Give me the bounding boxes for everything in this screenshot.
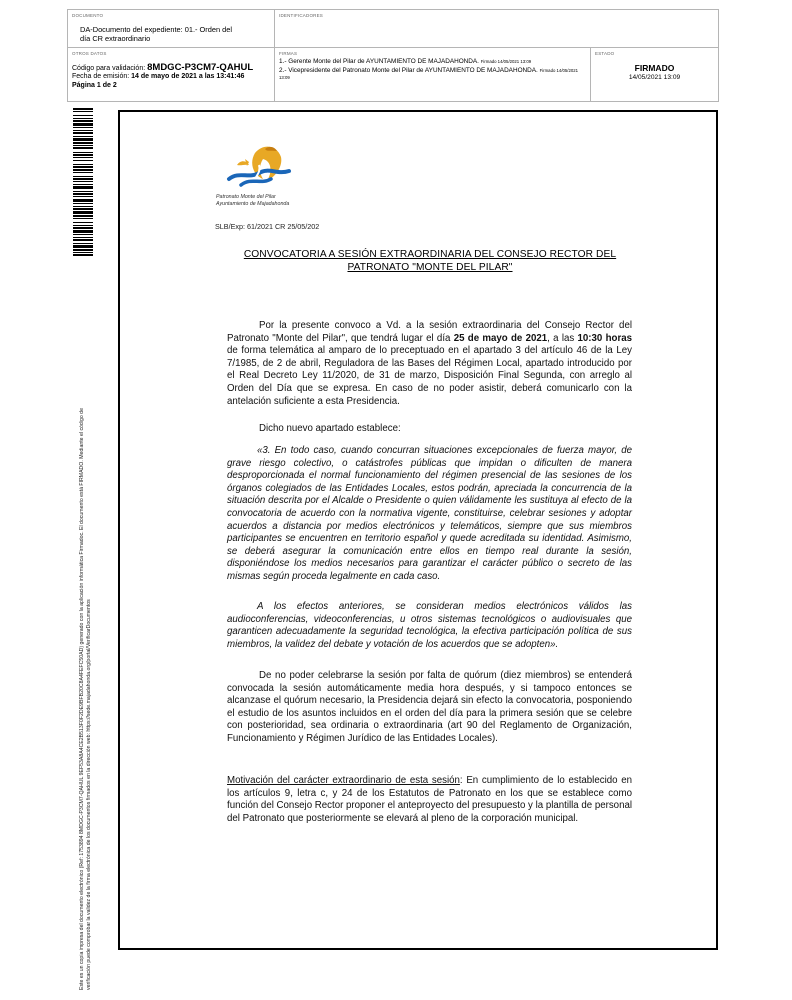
codigo-value: 8MDGC-P3CM7-QAHUL [147,62,254,73]
patronato-logo-icon [215,135,305,221]
issue-date [72,73,270,82]
paragraph-convocation [227,320,632,408]
verification-side-text [79,300,93,990]
signature-2-text: 2.- Vicepresidente del Patronato Monte del Pilar de AYUNTAMIENTO DE MAJADAHONDA. [279,67,538,74]
fecha-label: Fecha de emisión: [72,73,130,80]
document-name-line2: día CR extraordinario [80,34,151,43]
paragraph-quorum: De no poder celebrarse la sesión por falta de quórum (diez miembros) se entenderá convocada la sesión automáticamente media hora después, y si tampoco entonces se alcanzase el quórum necesario, la Presidencia dejará sin efecto la convocatoria, posponiendo el estudio de los asuntos incluidos en el orden del día para la primera sesión que se celebre con posterioridad, sea ordinaria o extraordinaria (art 90 del Reglamento de Organización, Funcionamiento y Régimen Jurídico de las Entidades Locales). [227,670,632,744]
paragraph-quote-1: «3. En todo caso, cuando concurran situaciones excepcionales de fuerza mayor, de grave riesgo colectivo, o catástrofes públicas que impidan o dificulten de manera desproporcionada el normal funcionamiento del régimen presencial de las sesiones de los órganos colegiados de las Entidades Locales, estos podrán, apreciada la concurrencia de la situación descrita por el Alcalde o Presidente o quien válidamente les sustituya al efecto de la convocatoria de acuerdo con la normativa vigente, constituirse, celebrar sesiones y adoptar acuerdos a distancia por medios electrónicos y telemáticos, siempre que sus miembros participantes se encuentren en territorio español y quede acreditada su identidad. Asimismo, se deberá asegurar la comunicación entre ellos en tiempo real durante la sesión, disponiéndose los medios necesarios para garantizar el carácter público o secreto de las mismas según proceda legalmente en cada caso. [227,445,632,582]
p1-text-c: de forma telemática al amparo de lo preceptuado en el apartado 3 del artículo 46 de la Ley 7/1985, de 2 de abril, Reguladora de las Bases del Régimen Local, apartado introducido por el Real Decreto Ley 11/2020, de 31 de marzo, Disposición Final Segunda, con arreglo al Orden del Día que se expresa. En caso de no poder asistir, deberá comunicarlo con la antelación suficiente a esta Presidencia. [227,345,632,407]
signature-1 [279,58,586,65]
signature-1-text: 1.- Gerente Monte del Pilar de AYUNTAMIENTO DE MAJADAHONDA. [279,58,479,65]
signature-2-date: Firmado 14/05/2021 13:09 [279,68,579,80]
side-text-line2: verificación puede comprobar la validez de la firma electrónica de los documentos firmados en la dirección web: https://sede.majadahonda.org/portal/VerificarDocumentos [86,599,92,990]
signature-1-date: Firmado 14/05/2021 13:09 [480,59,532,64]
file-reference: SLB/Exp: 61/2021 CR 25/05/202 [215,222,320,231]
motivation-text: : En cumplimiento de lo establecido en los artículos 9, letra c, y 24 de los Estatutos de Patronato en los que se establece como función del Consejo Rector proponer el anteproyecto del presupuesto y la plantilla de personal del Patronato que posteriormente se elevará al pleno de la corporación municipal. [227,775,632,824]
signature-2 [279,67,586,81]
paragraph-motivation [227,775,632,825]
firmas-caption: FIRMAS [279,51,298,56]
logo-caption [216,194,289,207]
page-title [230,248,630,274]
side-text-line1: Este es un copia impresa del documento electrónico (Ref: 1753894 8MDGC-P3CM7-QAHUL 9EF53A8A4CE2B513F0F2DE9BFB20C8A4FEFC50AD) generado con la aplicación informática Firmadoc. El documento está FIRMADO. Mediante el código de [79,408,85,990]
estado-caption: ESTADO [595,51,615,56]
firmas-cell [275,48,591,101]
p1-text-b: , a las [547,332,578,344]
document-header [67,9,719,102]
identificadores-cell [275,10,718,48]
p1-text-a: Por la presente convoco a Vd. a la sesión extraordinaria del Consejo Rector del Patronato "Monte del Pilar", que tendrá lugar el día [227,320,632,344]
meeting-date: 25 de mayo de 2021 [453,332,548,344]
documento-caption: DOCUMENTO [72,13,104,18]
document-name-line1: DA-Documento del expediente: 01.- Orden del [80,25,233,34]
title-line2: PATRONATO "MONTE DEL PILAR" [347,262,513,273]
title-line1: CONVOCATORIA A SESIÓN EXTRAORDINARIA DEL CONSEJO RECTOR DEL [243,249,617,260]
otros-caption: OTROS DATOS [72,51,107,56]
otros-datos-cell [68,48,275,101]
paragraph-intro-quote: Dicho nuevo apartado establece: [259,423,401,434]
identificadores-caption: IDENTIFICADORES [279,13,324,18]
meeting-time: 10:30 horas [577,332,632,344]
page-indicator: Página 1 de 2 [72,81,117,89]
paragraph-quote-2: A los efectos anteriores, se consideran medios electrónicos válidos las audioconferencias, videoconferencias, u otros sistemas tecnológicos o audiovisuales que garanticen adecuadamente la seguridad tecnológica, la efectiva participación política de sus miembros, la validez del debate y votación de los acuerdos que se adopten». [227,601,632,650]
validation-code [72,62,270,73]
fecha-value: 14 de mayo de 2021 a las 13:41:46 [131,73,245,80]
status-date: 14/05/2021 13:09 [628,74,681,81]
estado-cell [591,48,718,101]
motivation-label: Motivación del carácter extraordinario de esta sesión [227,775,460,786]
logo-caption-line2: Ayuntamiento de Majadahonda [216,200,290,207]
document-name [80,25,270,43]
logo-caption-line1: Patronato Monte del Pilar [216,194,276,200]
status-badge: FIRMADO [634,63,675,73]
codigo-label: Código para validación: [72,65,146,72]
documento-cell [68,10,275,48]
barcode [73,108,93,260]
